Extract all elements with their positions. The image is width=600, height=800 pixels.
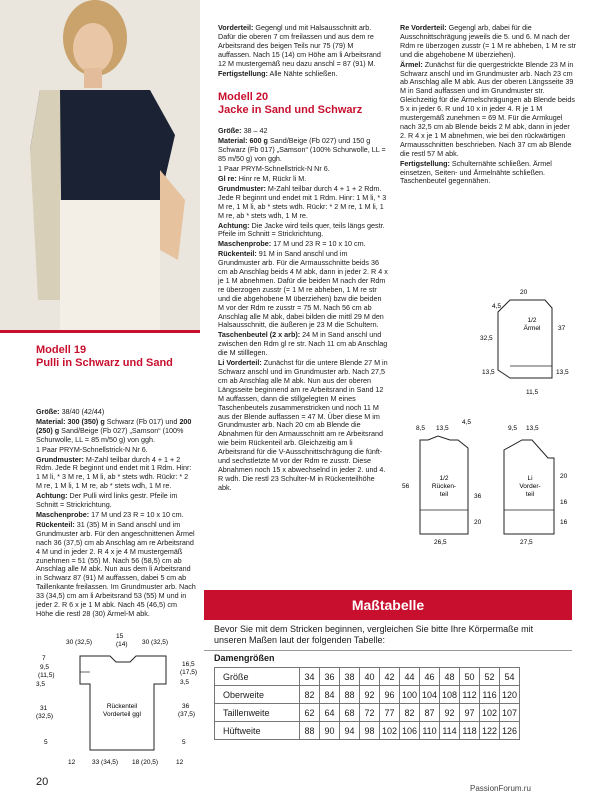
svg-text:Ärmel: Ärmel: [523, 325, 541, 332]
model19-instructions: [36, 408, 196, 620]
svg-text:11,5: 11,5: [526, 389, 539, 396]
svg-text:4,5: 4,5: [492, 303, 502, 310]
model19-heading: [36, 344, 196, 370]
svg-text:16: 16: [560, 519, 568, 526]
table-cell: 94: [340, 722, 360, 740]
svg-text:3,5: 3,5: [180, 679, 190, 686]
svg-text:3,5: 3,5: [36, 681, 46, 688]
paragraph: Taschenbeutel (2 x arb): 24 M in Sand anschl und zwischen den Rdm gl re str. Nach 11 cm ab Anschlag die M stilllegen.: [218, 330, 388, 358]
size-table-title: Maßtabelle: [204, 590, 572, 620]
svg-text:37: 37: [558, 325, 566, 332]
table-cell: 88: [340, 686, 360, 704]
table-cell: 46: [420, 668, 440, 686]
paragraph: Grundmuster: M-Zahl teilbar durch 4 + 1 + 2 Rdm. Jede R beginnt und endet mit 1 Rdm. Hinr: 1 M li, * 3 M re, 1 M li, ab * stets wdh. Rückr: * 2 M re, 1 M li, 1 M re, ab * stets wdh, 1 M re.: [36, 454, 192, 491]
table-cell: 84: [320, 686, 340, 704]
svg-text:(32,5): (32,5): [36, 713, 53, 720]
svg-text:9,5: 9,5: [40, 664, 50, 671]
photo-illustration: [0, 0, 200, 330]
table-cell: 52: [480, 668, 500, 686]
table-cell: 42: [380, 668, 400, 686]
svg-text:12: 12: [176, 759, 184, 766]
svg-text:teil: teil: [439, 491, 449, 498]
sleeve-schematic: [470, 282, 580, 402]
table-cell: 120: [500, 686, 520, 704]
table-cell: 112: [460, 686, 480, 704]
svg-text:18 (20,5): 18 (20,5): [132, 759, 159, 766]
paragraph: Re Vorderteil: Gegengl arb, dabei für die Ausschnittschrägung jeweils die 5. und 6. M nach der Rdm re überzogen zusstr (= 1 M re abheben, 1 M re str und die abgehobene M überziehen).: [400, 23, 576, 59]
svg-text:26,5: 26,5: [434, 539, 447, 546]
paragraph: Fertigstellung: Alle Nähte schließen.: [218, 68, 338, 78]
paragraph: Maschenprobe: 17 M und 23 R = 10 x 10 cm.: [36, 509, 184, 519]
svg-text:16,5: 16,5: [182, 661, 195, 668]
size-table: [214, 667, 520, 740]
table-cell: 102: [380, 722, 400, 740]
table-cell: 116: [480, 686, 500, 704]
paragraph: Achtung: Die Jacke wird teils quer, teils längs gestr. Pfeile im Schnitt = Strickrichtung.: [218, 220, 385, 239]
svg-text:Vorderteil ggl: Vorderteil ggl: [103, 711, 141, 718]
svg-text:36: 36: [182, 703, 190, 710]
paragraph: Ärmel: Zunächst für die quergestrickte Blende 23 M in Schwarz anschl und im Grundmuster arb. Nach 23 cm ab Anschlag alle M abk. Aus der oberen Längsseite 39 M in Sand auffassen und im Grundmuster str. Gleichzeitig für die Ärmelschrägungen ab Blende beids 5 x in jeder 6. R und 10 x in jeder 4. R je 1 M mustergemäß zunehmen = 69 M. Für die Armkugel nach 32,5 cm ab Blende beids 2 M abk, dann in jeder 2. R 4 x je 1 M abnehmen, wie bei den rückwärtigen Armausschnitten beschrieben. Nach 37 cm ab Blende die restl 57 M abk.: [400, 59, 575, 158]
column-2: [218, 24, 388, 494]
svg-text:32,5: 32,5: [480, 335, 493, 342]
svg-text:33 (34,5): 33 (34,5): [92, 759, 119, 766]
paragraph: 1 Paar PRYM-Schnellstrick-N Nr 6.: [218, 164, 330, 174]
table-cell: 92: [440, 704, 460, 722]
svg-text:13,5: 13,5: [526, 425, 539, 432]
row-label: Größe: [215, 668, 300, 686]
table-cell: 50: [460, 668, 480, 686]
paragraph: Gl re: Hinr re M, Rückr li M.: [218, 173, 307, 183]
table-cell: 90: [320, 722, 340, 740]
table-cell: 62: [300, 704, 320, 722]
table-cell: 118: [460, 722, 480, 740]
svg-text:27,5: 27,5: [520, 539, 533, 546]
table-cell: 110: [420, 722, 440, 740]
size-table-subtitle: Damengrößen: [204, 650, 572, 667]
svg-text:4,5: 4,5: [462, 419, 472, 426]
table-cell: 88: [300, 722, 320, 740]
row-label: Hüftweite: [215, 722, 300, 740]
svg-text:Rückenteil: Rückenteil: [106, 703, 138, 710]
table-cell: 102: [480, 704, 500, 722]
paragraph: Vorderteil: Gegengl und mit Halsausschnitt arb. Dafür die oberen 7 cm freilassen und aus dem re Arbeitsrand des beigen Teils nur 75 (79) M auffassen. Nach 15 (14) cm Höhe am li Arbeitsrand 12 M mustergemäß neu dazu anschl = 87 (91) M.: [218, 23, 381, 68]
svg-text:9,5: 9,5: [508, 425, 518, 432]
paragraph: Größe: 38/40 (42/44): [36, 407, 105, 416]
back-schematic: [392, 418, 492, 548]
accent-divider: [0, 330, 200, 333]
table-cell: 107: [500, 704, 520, 722]
table-cell: 36: [320, 668, 340, 686]
table-row: [215, 704, 520, 722]
size-table-intro: Bevor Sie mit dem Stricken beginnen, vergleichen Sie bitte Ihre Körpermaße mit unseren Maßen laut der folgenden Tabelle:: [214, 624, 534, 645]
svg-text:(37,5): (37,5): [178, 711, 195, 718]
row-label: Oberweite: [215, 686, 300, 704]
table-row: [215, 668, 520, 686]
table-row: [215, 686, 520, 704]
table-cell: 108: [440, 686, 460, 704]
svg-text:5: 5: [182, 739, 186, 746]
model-photo: [0, 0, 200, 330]
page-number: 20: [36, 776, 49, 788]
svg-text:teil: teil: [525, 491, 535, 498]
paragraph: Achtung: Der Pulli wird links gestr. Pfeile im Schnitt = Strickrichtung.: [36, 491, 178, 510]
svg-text:12: 12: [68, 759, 76, 766]
footer-watermark: PassionForum.ru: [470, 784, 531, 793]
svg-text:8,5: 8,5: [416, 425, 426, 432]
model20-title-name: Jacke in Sand und Schwarz: [218, 104, 363, 117]
svg-text:(14): (14): [116, 641, 128, 648]
svg-text:30 (32,5): 30 (32,5): [142, 639, 169, 646]
table-row: [215, 722, 520, 740]
paragraph: Grundmuster: M-Zahl teilbar durch 4 + 1 + 2 Rdm. Jede R beginnt und endet mit 1 Rdm. Hinr: 1 M li, * 3 M re, 1 M li, ab * stets wdh. Rückr: * 2 M re, 1 M li, 1 M re, ab * stets wdh, 1 M re.: [218, 183, 387, 220]
paragraph: Li Vorderteil: Zunächst für die untere Blende 27 M in Schwarz anschl und im Grundmuster arb. Nach 27,5 cm ab Anschlag alle M abk. Nun aus der oberen Längsseite beginnend am re Arbeitsrand in Sand 12 M auffassen, dann die stillgelegten M eines Taschenbeutels zusammenstricken und noch 11 M aus der Blende auffassen = 47 M. Über diese M im Grundmuster arb. Nach 20 cm ab Blende die Abnahmen für den Armausschnitt am re Arbeitsrand wie beim Rückenteil arb. Gleichzeitig am li Arbeitsrand für die V-Ausschnittschrägung die fünft- und sechstletzte M vor der Rdm re zusstr. Diese Abnahmen noch 15 x abwechselnd in jeder 2. und 4. R wdh. Die restl 23 Schulter-M in Rückenteilhöhe abk.: [218, 358, 388, 492]
svg-text:36: 36: [474, 493, 482, 500]
svg-text:20: 20: [474, 519, 482, 526]
table-cell: 44: [400, 668, 420, 686]
size-table-box: [204, 590, 572, 768]
table-cell: 100: [400, 686, 420, 704]
table-cell: 104: [420, 686, 440, 704]
paragraph: 1 Paar PRYM-Schnellstrick-N Nr 6.: [36, 444, 148, 454]
svg-text:1/2: 1/2: [439, 475, 449, 482]
paragraph: Material: 600 g Sand/Beige (Fb 027) und 150 g Schwarz (Fb 017) „Samson“ (100% Schurwolle, LL = 85 m/50 g) von ggh.: [218, 136, 386, 164]
table-cell: 114: [440, 722, 460, 740]
svg-text:30 (32,5): 30 (32,5): [66, 639, 93, 646]
svg-text:7: 7: [42, 655, 46, 662]
column-3: [400, 24, 576, 187]
table-cell: 48: [440, 668, 460, 686]
paragraph: Material: 300 (350) g Schwarz (Fb 017) und 200 (250) g Sand/Beige (Fb 027) „Samson“ (100% Schurwolle, LL = 85 m/50 g) von ggh.: [36, 416, 192, 444]
table-cell: 97: [460, 704, 480, 722]
table-cell: 34: [300, 668, 320, 686]
table-cell: 96: [380, 686, 400, 704]
table-cell: 122: [480, 722, 500, 740]
svg-text:Vorder-: Vorder-: [519, 483, 541, 490]
table-cell: 38: [340, 668, 360, 686]
svg-text:56: 56: [402, 483, 410, 490]
table-cell: 87: [420, 704, 440, 722]
table-cell: 82: [300, 686, 320, 704]
svg-text:16: 16: [560, 499, 568, 506]
svg-text:Li: Li: [527, 475, 533, 482]
table-cell: 98: [360, 722, 380, 740]
row-label: Taillenweite: [215, 704, 300, 722]
table-cell: 72: [360, 704, 380, 722]
paragraph: Rückenteil: 91 M in Sand anschl und im Grundmuster arb. Für die Armausschnitte beids 36 cm ab Anschlag beids 4 M abk, dann in jeder 2. R 4 x je 1 M abnehmen. Dafür die beiden M nach der Rdm re überzogen zusstr (= 1 M re abheben, 1 M re str und die abgehobene M überziehen) bzw die beiden M vor der Rdm re zusstr = 75 M. Nach 56 cm ab Anschlag alle M abk, dabei bilden die mittl 29 M den Halsausschnitt, die äußeren je 23 M die Schultern.: [218, 249, 388, 330]
svg-text:13,5: 13,5: [436, 425, 449, 432]
table-cell: 77: [380, 704, 400, 722]
table-cell: 40: [360, 668, 380, 686]
paragraph: Maschenprobe: 17 M und 23 R = 10 x 10 cm.: [218, 239, 366, 249]
table-cell: 106: [400, 722, 420, 740]
table-cell: 64: [320, 704, 340, 722]
svg-text:Rücken-: Rücken-: [431, 483, 457, 490]
table-cell: 126: [500, 722, 520, 740]
svg-text:31: 31: [40, 705, 48, 712]
paragraph: Fertigstellung: Schulternähte schließen. Ärmel einsetzen, Seiten- und Ärmelnähte schließen. Taschenbeutel gegennähen.: [400, 158, 552, 186]
svg-text:1/2: 1/2: [527, 317, 537, 324]
svg-text:5: 5: [44, 739, 48, 746]
model19-title-name: Pulli in Schwarz und Sand: [36, 357, 173, 369]
table-cell: 92: [360, 686, 380, 704]
model20-title-number: Modell 20: [218, 91, 269, 104]
paragraph: Größe: 38 – 42: [218, 126, 268, 136]
model19-title-number: Modell 19: [36, 344, 87, 356]
paragraph: Rückenteil: 31 (35) M in Sand anschl und im Grundmuster arb. Für den angeschnittenen Ärmel nach 36 (37,5) cm ab Anschlag am re Arbeitsrand 4 M und in jeder 2. R 4 x je 4 M mustergemäß zunehmen = 51 (55) M. Nach 56 (58,5) cm ab Anschlag alle M abk. Nun aus dem li Arbeitsrand in Schwarz 87 (91) M auffassen, dabei 5 cm ab Taillenkante freilassen. Im Grundmuster arb. Nach 33 (34,5) cm am li Arbeitsrand 53 (55) M und in jeder 2. R 6 x je 1 M abk. Nach 45 (46,5) cm Höhe die restl 28 (30) Ärmel-M abk.: [36, 519, 196, 618]
table-cell: 68: [340, 704, 360, 722]
svg-text:13,5: 13,5: [482, 369, 495, 376]
table-cell: 82: [400, 704, 420, 722]
svg-text:20: 20: [520, 289, 528, 296]
svg-text:15: 15: [116, 633, 124, 640]
svg-text:(17,5): (17,5): [180, 669, 197, 676]
table-cell: 54: [500, 668, 520, 686]
svg-text:20: 20: [560, 473, 568, 480]
pulli-schematic: [30, 632, 206, 772]
svg-text:(11,5): (11,5): [38, 672, 55, 679]
front-schematic: [488, 418, 578, 548]
svg-text:13,5: 13,5: [556, 369, 569, 376]
